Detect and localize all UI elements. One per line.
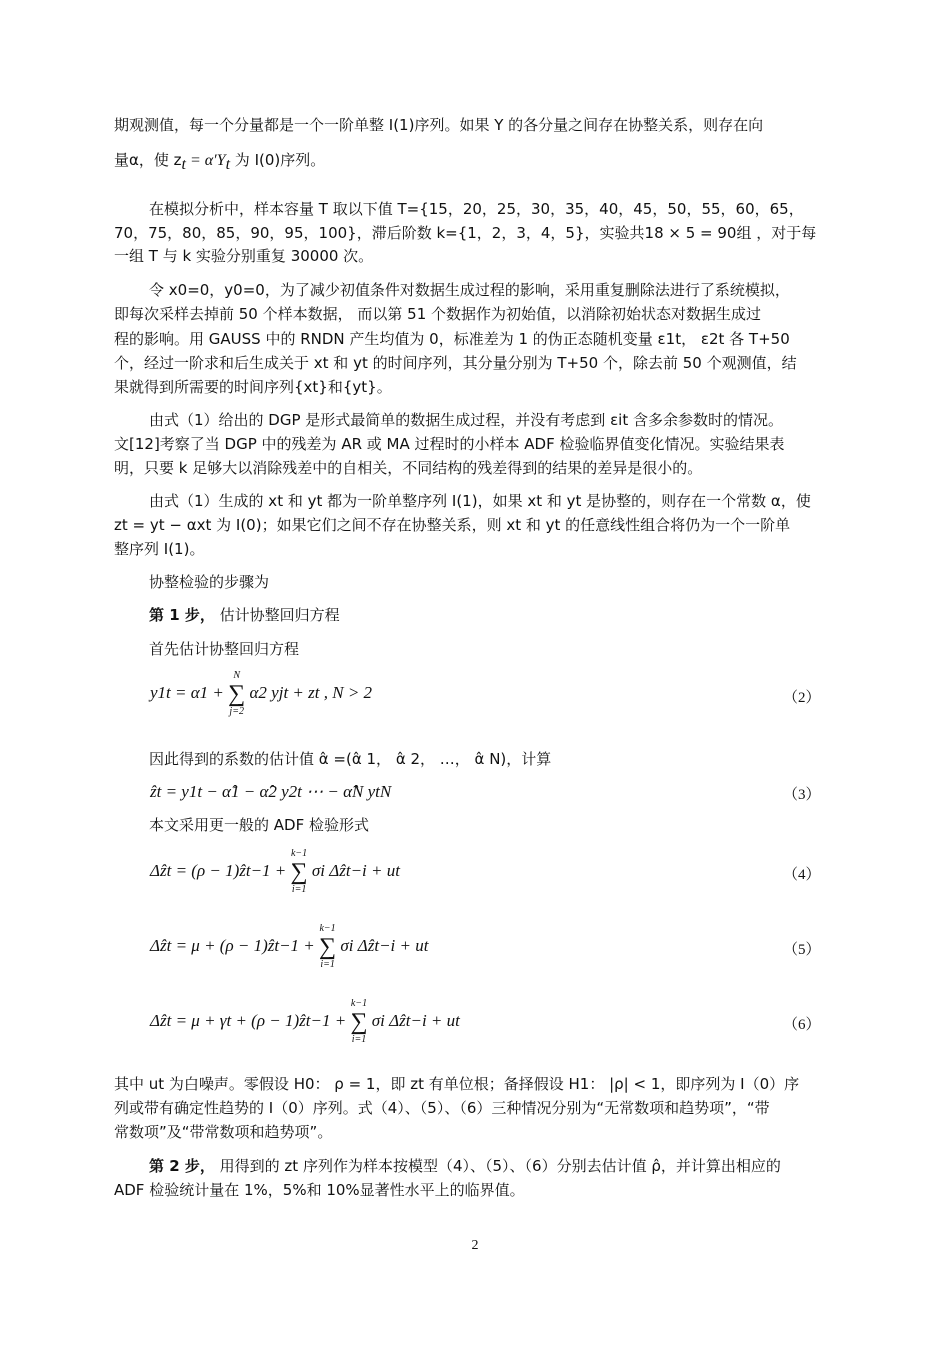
eq-lhs: Δẑt = μ + γt + (ρ − 1)ẑt−1 + [150,1010,351,1030]
sum-upper: k−1 [319,923,336,934]
eq-rhs: σi Δẑt−i + ut [340,935,429,955]
paragraph-line: ADF 检验统计量在 1%，5%和 10%显著性水平上的临界值。 [114,1181,525,1199]
sum-lower: i=1 [351,1034,367,1045]
eq-rhs: σi Δẑt−i + ut [371,1010,460,1030]
sum-upper: k−1 [350,998,368,1009]
sum-symbol: k−1 ∑ i=1 [290,848,308,895]
equation-3: ẑt = y1t − α̂1 − α̂2 y2t ⋯ − α̂N ytN [150,782,392,801]
sum-upper: k−1 [290,848,308,859]
sum-symbol: k−1 ∑ i=1 [319,923,337,970]
eq-lhs: Δẑt = (ρ − 1)ẑt−1 + [150,860,291,880]
paragraph-line: 70，75，80，85，90，95，100}，滞后阶数 k={1，2，3，4，5}，实验共18 × 5 = 90组 ，对于每 [114,224,817,242]
step-text: 估计协整回归方程 [214,606,340,624]
paragraph-line: 明，只要 k 足够大以消除残差中的自相关，不同结构的残差得到的结果的差异是很小的。 [114,459,703,477]
paragraph-line: 整序列 I(1)。 [114,540,205,558]
equation-number: （4） [783,867,821,883]
text-span: 为 I(0)序列。 [230,151,326,169]
paragraph-line: 果就得到所需要的时间序列{xt}和{yt}。 [114,378,392,396]
paragraph-line: 期观测值，每一个分量都是一个一阶单整 I(1)序列。如果 Y 的各分量之间存在协整关系，则存在向 [114,116,764,134]
eq-lhs: Δẑt = μ + (ρ − 1)ẑt−1 + [150,935,320,955]
sum-symbol: k−1 ∑ i=1 [350,998,368,1045]
paragraph-line: 量α，使 $z_t = \alpha'Y_t$ 为 I(0)序列。 [114,151,326,173]
paragraph-line: 由式（1）生成的 xt 和 yt 都为一阶单整序列 I(1)，如果 xt 和 yt 是协整的，则存在一个常数 α，使 [149,492,811,510]
equation-number: （3） [783,787,821,803]
paragraph-line: 列或带有确定性趋势的 I（0）序列。式（4）、（5）、（6）三种情况分别为“无常数项和趋势项”，“带 [114,1099,770,1117]
eq-rhs: α2 yjt + zt , N > 2 [249,682,373,702]
sum-lower: i=1 [291,884,307,895]
paragraph-line: 因此得到的系数的估计值 α̂ =(α̂ 1， α̂ 2， …， α̂ N)，计算 [149,750,552,768]
math-span: = α′Y [185,152,226,169]
sum-upper: N [233,670,241,681]
equation-6 [150,998,460,1046]
paragraph-line: 常数项”及“带常数项和趋势项”。 [114,1123,333,1141]
paragraph-line: 由式（1）给出的 DGP 是形式最简单的数据生成过程，并没有考虑到 εit 含多余参数时的情况。 [149,411,783,429]
paragraph-line: 在模拟分析中，样本容量 T 取以下值 T={15，20，25，30，35，40，45，50，55，60，65， [149,200,804,218]
paragraph-line: 个，经过一阶求和后生成关于 xt 和 yt 的时间序列，其分量分别为 T+50 个，除去前 50 个观测值，结 [114,354,797,372]
step-label: 第 2 步， [149,1157,215,1175]
equation-number: （6） [783,1017,821,1033]
equation-number: （5） [783,942,821,958]
step2-heading [149,1156,781,1176]
paragraph-line: zt = yt − αxt 为 I(0)；如果它们之间不存在协整关系，则 xt 和 yt 的任意线性组合将仍为一个一阶单 [114,516,791,534]
paragraph-line: 令 x0=0，y0=0，为了减少初值条件对数据生成过程的影响，采用重复删除法进行了系统模拟， [149,281,790,299]
paragraph-line: 一组 T 与 k 实验分别重复 30000 次。 [114,247,374,265]
paragraph-line: 程的影响。用 GAUSS 中的 RNDN 产生均值为 0，标准差为 1 的伪正态随机变量 ε1t， ε2t 各 T+50 [114,330,790,348]
sum-lower: i=1 [320,959,335,970]
sum-lower: j=2 [229,706,244,717]
page-number: 2 [471,1238,479,1253]
equation-2 [150,670,372,718]
eq-rhs: σi Δẑt−i + ut [311,860,400,880]
paragraph-line: 其中 ut 为白噪声。零假设 H0： ρ = 1，即 zt 有单位根；备择假设 H1： |ρ| < 1，即序列为 I（0）序 [114,1075,800,1093]
equation-number: （2） [783,690,821,706]
step-text: 用得到的 zt 序列作为样本按模型（4）、（5）、（6）分别去估计值 ρ̂，并计算出相应的 [214,1157,781,1175]
paragraph-line: 文[12]考察了当 DGP 中的残差为 AR 或 MA 过程时的小样本 ADF 检验临界值变化情况。实验结果表 [114,435,785,453]
paragraph-line: 本文采用更一般的 ADF 检验形式 [149,816,369,834]
text-span: 量α，使 z [114,151,182,169]
sum-symbol: N ∑ j=2 [228,670,246,717]
equation-5 [150,923,428,971]
equation-4 [150,848,400,896]
eq-lhs: y1t = α1 + [150,682,229,702]
paragraph-line: 协整检验的步骤为 [149,573,270,591]
step1-heading [149,605,340,625]
paragraph-line: 首先估计协整回归方程 [149,640,300,658]
step-label: 第 1 步， [149,606,215,624]
paragraph-line: 即每次采样去掉前 50 个样本数据， 而以第 51 个数据作为初始值，以消除初始状态对数据生成过 [114,305,762,323]
